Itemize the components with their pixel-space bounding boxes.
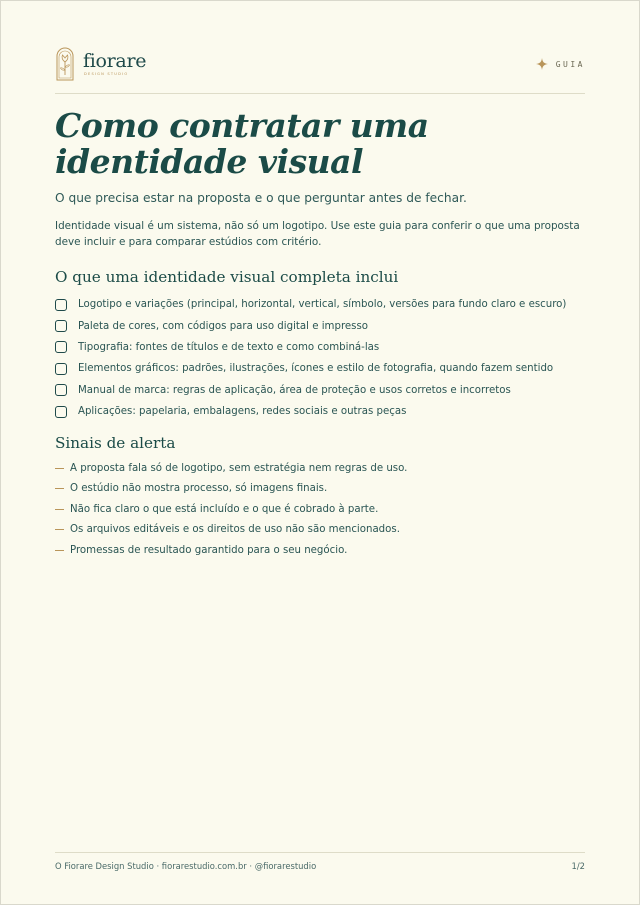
alert-item-label: Promessas de resultado garantido para o seu negócio. — [70, 544, 348, 556]
checkbox-icon[interactable] — [55, 406, 67, 418]
page-title: Como contratar uma identidade visual — [55, 106, 429, 181]
header-divider — [55, 93, 585, 94]
page-footer — [55, 861, 585, 871]
alert-item — [55, 499, 407, 520]
intro-paragraph: Identidade visual é um sistema, não só um logotipo. Use este guia para conferir o que uma proposta deve incluir e para comparar estúdios com critério. — [55, 220, 580, 248]
brand-logo — [55, 46, 146, 82]
checklist-item — [55, 337, 566, 358]
checklist-item-label: Logotipo e variações (principal, horizontal, vertical, símbolo, versões para fundo claro e escuro) — [78, 299, 567, 311]
dash-icon — [55, 488, 64, 489]
checklist-item-label: Tipografia: fontes de títulos e de texto e como combiná-las — [78, 341, 380, 353]
dash-icon — [55, 529, 64, 530]
checkbox-icon[interactable] — [55, 341, 67, 353]
sparkle-icon — [536, 58, 548, 70]
brand-subtitle: DESIGN STUDIO — [84, 71, 129, 76]
page-number: 1/2 — [571, 861, 585, 871]
checklist-item — [55, 294, 566, 315]
footer-divider — [55, 852, 585, 853]
page-subtitle: O que precisa estar na proposta e o que perguntar antes de fechar. — [55, 191, 467, 205]
alert-item — [55, 479, 407, 500]
page-header — [55, 44, 585, 84]
alert-item — [55, 520, 407, 541]
checklist-item-label: Paleta de cores, com códigos para uso digital e impresso — [78, 320, 369, 332]
checklist-item-label: Aplicações: papelaria, embalagens, redes sociais e outras peças — [78, 406, 407, 418]
document-tag — [536, 58, 585, 70]
checklist-item-label: Elementos gráficos: padrões, ilustrações, ícones e estilo de fotografia, quando fazem sentido — [78, 363, 554, 375]
checklist-item-label: Manual de marca: regras de aplicação, área de proteção e usos corretos e incorretos — [78, 384, 511, 396]
alert-item-label: Os arquivos editáveis e os direitos de uso não são mencionados. — [70, 524, 400, 536]
alert-item-label: O estúdio não mostra processo, só imagens finais. — [70, 483, 328, 495]
dash-icon — [55, 550, 64, 551]
checkbox-icon[interactable] — [55, 320, 67, 332]
checklist-item — [55, 315, 566, 336]
dash-icon — [55, 509, 64, 510]
alert-item-label: A proposta fala só de logotipo, sem estratégia nem regras de uso. — [70, 462, 408, 474]
alerts-list — [55, 458, 407, 561]
alert-item — [55, 458, 407, 479]
dash-icon — [55, 468, 64, 469]
checklist-item — [55, 358, 566, 379]
brand-name: fiorare — [83, 49, 147, 72]
section-title-includes: O que uma identidade visual completa inclui — [55, 268, 399, 286]
checkbox-icon[interactable] — [55, 299, 67, 311]
checkbox-icon[interactable] — [55, 363, 67, 375]
tag-label: GUIA — [555, 59, 585, 69]
alert-item — [55, 540, 407, 561]
section-title-alerts: Sinais de alerta — [55, 434, 176, 452]
footer-credits: O Fiorare Design Studio · fiorarestudio.com.br · @fiorarestudio — [55, 861, 317, 871]
tulip-arch-icon — [55, 46, 75, 82]
checklist-item — [55, 380, 566, 401]
alert-item-label: Não fica claro o que está incluído e o que é cobrado à parte. — [70, 503, 379, 515]
checklist-item — [55, 401, 566, 422]
includes-checklist — [55, 294, 566, 422]
checkbox-icon[interactable] — [55, 384, 67, 396]
